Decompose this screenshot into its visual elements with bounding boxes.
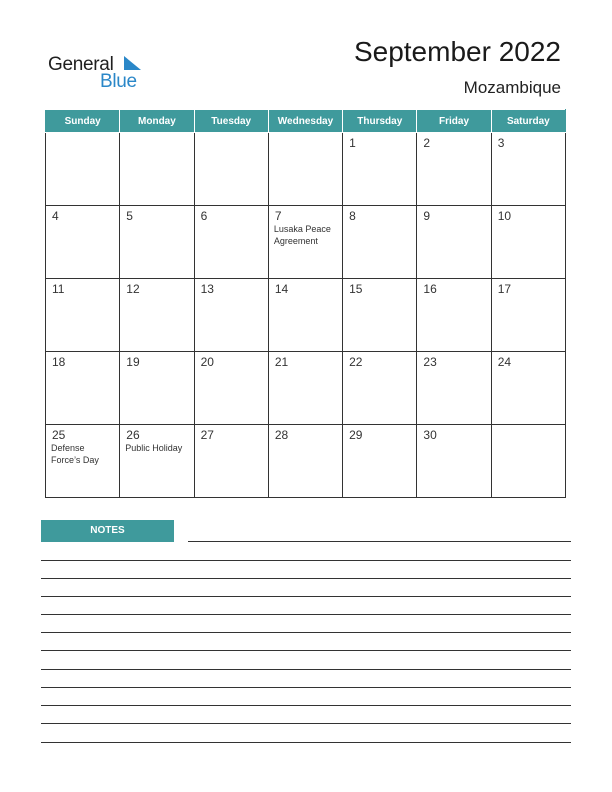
week-row	[46, 279, 566, 352]
notes-line	[41, 578, 571, 579]
logo-blue-text: Blue	[100, 71, 137, 92]
weekday-header: Tuesday	[194, 110, 268, 133]
week-row	[46, 425, 566, 498]
day-number: 5	[126, 209, 133, 223]
day-cell	[46, 352, 120, 425]
notes-line	[41, 596, 571, 597]
day-cell	[417, 352, 491, 425]
day-cell	[343, 279, 417, 352]
day-cell	[491, 206, 565, 279]
weekday-header: Saturday	[491, 110, 565, 133]
day-cell	[417, 425, 491, 498]
day-number: 20	[200, 355, 214, 369]
notes-line	[41, 705, 571, 706]
day-number: 2	[423, 136, 431, 150]
weekday-header-row	[46, 110, 566, 133]
day-cell	[343, 425, 417, 498]
day-cell	[120, 352, 194, 425]
notes-line	[41, 632, 571, 633]
day-cell	[120, 425, 194, 498]
notes-line	[41, 614, 571, 615]
day-cell	[268, 425, 342, 498]
notes-line	[41, 669, 571, 670]
holiday-label: Defense Force’s Day	[51, 443, 99, 465]
day-cell	[268, 352, 342, 425]
day-number: 15	[349, 282, 363, 296]
day-cell	[491, 352, 565, 425]
day-number: 27	[200, 428, 214, 442]
day-number: 25	[52, 428, 66, 442]
day-cell	[491, 133, 565, 206]
day-number: 10	[497, 209, 512, 223]
generalblue-logo	[48, 54, 158, 94]
day-cell	[417, 133, 491, 206]
day-cell	[120, 133, 194, 206]
day-number: 26	[126, 428, 140, 442]
day-cell	[194, 425, 268, 498]
day-cell	[120, 279, 194, 352]
day-cell	[46, 206, 120, 279]
day-cell	[268, 279, 342, 352]
logo-general-text: General	[48, 54, 114, 75]
day-number: 8	[349, 209, 356, 223]
weekday-header: Friday	[417, 110, 491, 133]
day-cell	[417, 279, 491, 352]
calendar-grid	[45, 109, 566, 498]
day-cell	[194, 133, 268, 206]
day-cell	[46, 133, 120, 206]
day-cell	[491, 279, 565, 352]
day-number: 24	[497, 355, 512, 369]
day-number: 30	[423, 428, 437, 442]
day-cell	[46, 425, 120, 498]
day-number: 28	[274, 428, 289, 442]
day-number: 13	[200, 282, 214, 296]
holiday-label: Lusaka Peace Agreement	[273, 224, 331, 246]
day-number: 23	[423, 355, 437, 369]
day-cell	[268, 206, 342, 279]
notes-line	[41, 650, 571, 651]
country-subtitle: Mozambique	[463, 78, 561, 97]
weekday-header: Thursday	[343, 110, 417, 133]
day-number: 19	[126, 355, 140, 369]
day-number: 11	[52, 282, 65, 296]
notes-line	[188, 541, 571, 542]
day-number: 9	[423, 209, 431, 223]
day-number: 6	[200, 209, 208, 223]
day-cell	[194, 206, 268, 279]
day-cell	[491, 425, 565, 498]
week-row	[46, 352, 566, 425]
day-number: 14	[274, 282, 289, 296]
day-cell	[120, 206, 194, 279]
weekday-header: Monday	[120, 110, 194, 133]
day-number: 29	[349, 428, 363, 442]
week-row	[46, 133, 566, 206]
day-number: 7	[274, 209, 282, 223]
day-cell	[417, 206, 491, 279]
logo-flag-icon	[124, 56, 141, 70]
day-cell	[194, 279, 268, 352]
day-number: 16	[423, 282, 437, 296]
day-cell	[343, 133, 417, 206]
day-number: 3	[497, 136, 505, 150]
notes-label: NOTES	[41, 520, 174, 542]
notes-line	[41, 723, 571, 724]
day-cell	[343, 206, 417, 279]
day-number: 4	[52, 209, 59, 223]
day-number: 21	[274, 355, 289, 369]
page-title: September 2022	[353, 36, 561, 67]
day-cell	[46, 279, 120, 352]
notes-line	[41, 560, 571, 561]
day-number: 18	[52, 355, 66, 369]
day-cell	[194, 352, 268, 425]
day-cell	[268, 133, 342, 206]
day-number: 17	[497, 282, 512, 296]
notes-line	[41, 687, 571, 688]
notes-line	[41, 742, 571, 743]
day-number: 22	[349, 355, 363, 369]
day-number: 12	[126, 282, 140, 296]
day-cell	[343, 352, 417, 425]
weekday-header: Sunday	[46, 110, 120, 133]
holiday-label: Public Holiday	[125, 443, 183, 453]
week-row	[46, 206, 566, 279]
weekday-header: Wednesday	[268, 110, 342, 133]
day-number: 1	[349, 136, 356, 150]
